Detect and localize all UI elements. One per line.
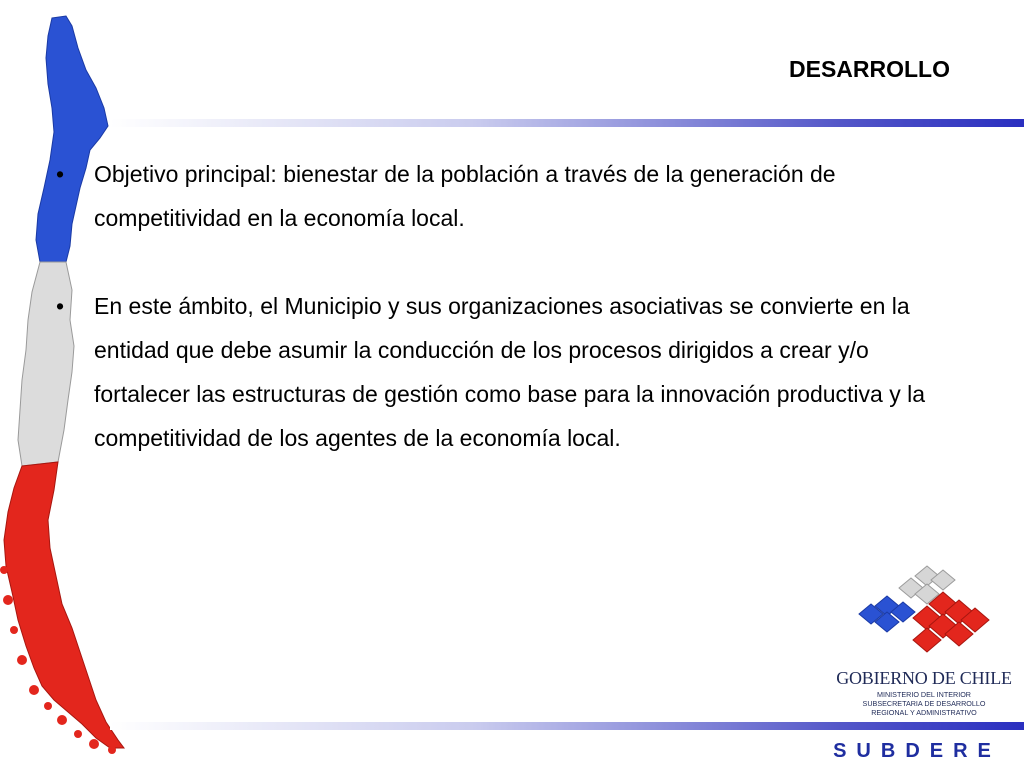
- ministry-line: SUBSECRETARIA DE DESARROLLO: [862, 699, 986, 708]
- slide-title: DESARROLLO: [789, 56, 950, 82]
- government-logo-icon: [835, 562, 1015, 666]
- footer-divider: [110, 722, 1024, 730]
- ministry-line: REGIONAL Y ADMINISTRATIVO: [871, 708, 977, 717]
- agency-name: SUBDERE: [833, 740, 1001, 762]
- bullet-item: [56, 284, 956, 460]
- bullet-item: [56, 152, 956, 240]
- bullet-icon: •: [56, 293, 65, 319]
- bullet-list: [56, 152, 956, 460]
- government-name: GOBIERNO DE CHILE: [836, 668, 1012, 688]
- header-divider: [110, 119, 1024, 127]
- bullet-text: Objetivo principal: bienestar de la población a través de la generación de competitividad en la economía local.: [94, 161, 836, 231]
- ministry-text: [826, 690, 1022, 717]
- bullet-icon: •: [56, 161, 65, 187]
- ministry-line: MINISTERIO DEL INTERIOR: [877, 690, 971, 699]
- bullet-text: En este ámbito, el Municipio y sus organizaciones asociativas se convierte en la entidad que debe asumir la conducción de los procesos dirigidos a crear y/o fortalecer las estructuras de gestión como base para la innovación productiva y la competitividad de los agentes de la economía local.: [94, 293, 926, 451]
